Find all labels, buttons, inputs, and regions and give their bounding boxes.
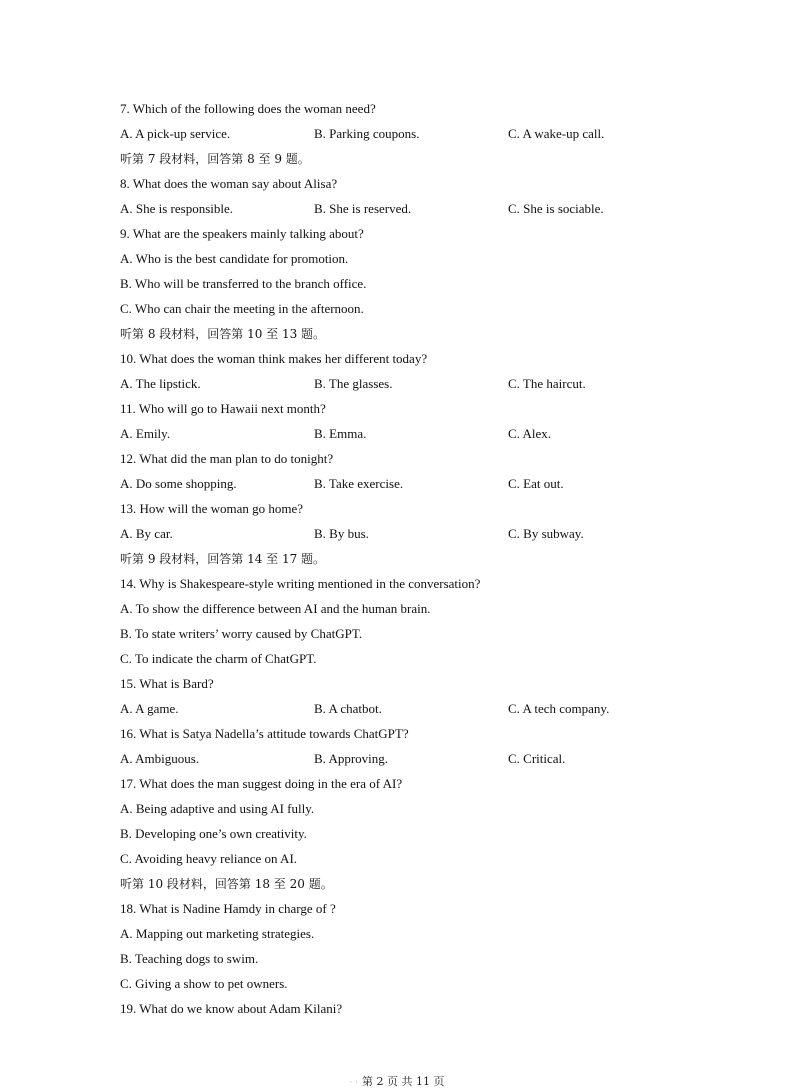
option-line: B. Developing one’s own creativity. — [120, 826, 307, 841]
section-instruction: 听第 8 段材料，回答第 10 至 13 题。 — [120, 327, 326, 341]
question-text: 15. What is Bard? — [120, 676, 214, 691]
question-text: 19. What do we know about Adam Kilani? — [120, 1001, 343, 1016]
section-instruction: 听第 7 段材料，回答第 8 至 9 题。 — [120, 152, 310, 166]
option-b: B. Approving. — [314, 751, 389, 766]
option-b: B. By bus. — [314, 526, 369, 541]
option-a: A. Emily. — [120, 426, 171, 441]
option-line: C. Avoiding heavy reliance on AI. — [120, 851, 298, 866]
options-row — [120, 124, 740, 149]
question-text: 14. Why is Shakespeare-style writing mentioned in the conversation? — [120, 576, 481, 591]
options-row — [120, 474, 740, 499]
option-a: A. The lipstick. — [120, 376, 201, 391]
option-b: B. Take exercise. — [314, 476, 404, 491]
question-text: 10. What does the woman think makes her different today? — [120, 351, 428, 366]
option-c: C. She is sociable. — [508, 201, 604, 216]
option-line: A. Mapping out marketing strategies. — [120, 926, 315, 941]
option-line: C. To indicate the charm of ChatGPT. — [120, 651, 317, 666]
option-line: A. Being adaptive and using AI fully. — [120, 801, 315, 816]
option-c: C. A wake-up call. — [508, 126, 605, 141]
option-line: B. To state writers’ worry caused by ChatGPT. — [120, 626, 363, 641]
option-c: C. Critical. — [508, 751, 566, 766]
option-c: C. A tech company. — [508, 701, 610, 716]
option-c: C. By subway. — [508, 526, 584, 541]
option-line: B. Teaching dogs to swim. — [120, 951, 259, 966]
page-number: 第 2 页 共 11 页 — [362, 1075, 445, 1088]
option-a: A. Ambiguous. — [120, 751, 200, 766]
options-row — [120, 699, 740, 724]
options-row — [120, 199, 740, 224]
question-text: 8. What does the woman say about Alisa? — [120, 176, 338, 191]
section-instruction: 听第 9 段材料，回答第 14 至 17 题。 — [120, 552, 326, 566]
option-a: A. She is responsible. — [120, 201, 234, 216]
option-line: C. Giving a show to pet owners. — [120, 976, 288, 991]
question-text: 16. What is Satya Nadella’s attitude towards ChatGPT? — [120, 726, 409, 741]
question-text: 11. Who will go to Hawaii next month? — [120, 401, 326, 416]
question-text: 9. What are the speakers mainly talking about? — [120, 226, 364, 241]
options-row — [120, 524, 740, 549]
options-row — [120, 374, 740, 399]
question-text: 17. What does the man suggest doing in the era of AI? — [120, 776, 403, 791]
option-a: A. By car. — [120, 526, 173, 541]
option-a: A. Do some shopping. — [120, 476, 237, 491]
question-text: 7. Which of the following does the woman need? — [120, 101, 376, 116]
option-b: B. Parking coupons. — [314, 126, 420, 141]
option-line: A. Who is the best candidate for promotion. — [120, 251, 349, 266]
options-row — [120, 749, 740, 774]
question-text: 18. What is Nadine Hamdy in charge of ? — [120, 901, 336, 916]
option-line: C. Who can chair the meeting in the afternoon. — [120, 301, 364, 316]
option-b: B. The glasses. — [314, 376, 393, 391]
option-b: B. Emma. — [314, 426, 367, 441]
question-list — [120, 99, 740, 1024]
option-a: A. A pick-up service. — [120, 126, 231, 141]
option-line: A. To show the difference between AI and the human brain. — [120, 601, 431, 616]
option-a: A. A game. — [120, 701, 179, 716]
question-text: 12. What did the man plan to do tonight? — [120, 451, 334, 466]
option-line: B. Who will be transferred to the branch office. — [120, 276, 367, 291]
options-row — [120, 424, 740, 449]
option-c: C. The haircut. — [508, 376, 586, 391]
option-c: C. Alex. — [508, 426, 551, 441]
section-instruction: 听第 10 段材料，回答第 18 至 20 题。 — [120, 877, 333, 891]
option-b: B. A chatbot. — [314, 701, 382, 716]
option-c: C. Eat out. — [508, 476, 564, 491]
footer-marks: · · — [349, 1078, 359, 1088]
page-footer — [0, 1073, 794, 1089]
question-text: 13. How will the woman go home? — [120, 501, 304, 516]
option-b: B. She is reserved. — [314, 201, 412, 216]
